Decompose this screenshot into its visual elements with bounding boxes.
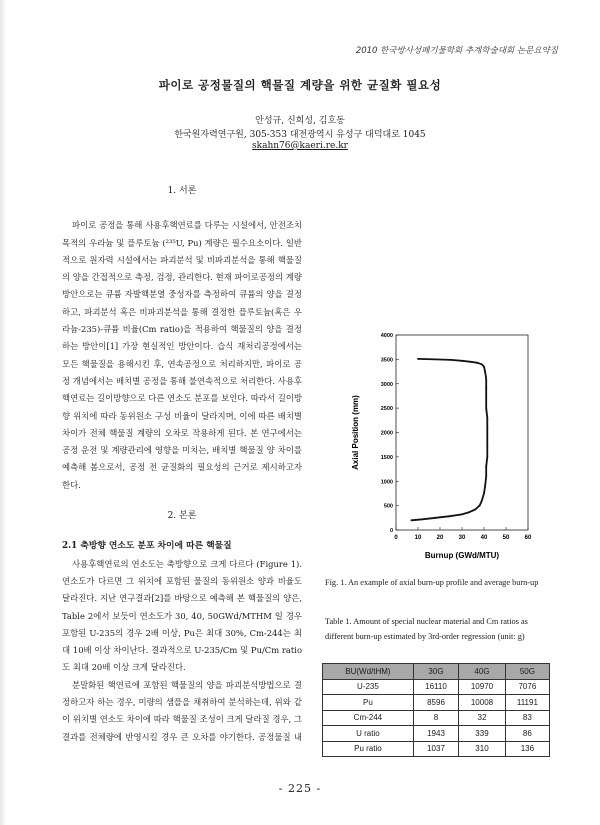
- burnup-data-point: [450, 359, 452, 361]
- burnup-data-point: [417, 358, 419, 360]
- burnup-data-point: [486, 456, 488, 458]
- table-cell: 1943: [413, 726, 458, 742]
- y-tick-label: 1500: [380, 454, 393, 461]
- burnup-data-point: [483, 366, 485, 368]
- burnup-data-point: [484, 485, 486, 487]
- burnup-data-point: [485, 466, 487, 468]
- x-tick-label: 60: [524, 535, 532, 541]
- y-tick-label: 500: [383, 503, 393, 510]
- burnup-profile-line: [411, 359, 487, 520]
- table-header-row: [323, 664, 550, 680]
- table-cell: 86: [505, 726, 549, 742]
- burnup-data-point: [422, 518, 424, 520]
- table-row: [323, 741, 550, 757]
- table-cell: Cm-244: [323, 710, 414, 726]
- body-paragraph-2: 분말화된 핵연료에 포함된 핵물질의 양을 파괴분석방법으로 결정하고자 하는 경우, 미량의 샘플을 채취하여 분석하는데, 위와 같이 위치별 연소도 차이에 따라 핵물질 조성이 크게 달라질 경우, 그 결과를 전체량에 반영시킬 경우 큰 오차를 야기한다. 공정물질 내: [62, 679, 302, 742]
- burnup-data-point: [485, 378, 487, 380]
- body-paragraph-1: 사용후핵연료의 연소도는 축방향으로 크게 다르다 (Figure 1). 연소도가 다르면 그 위치에 포함된 물질의 동위원소 양과 비율도 달라진다. 지난 연구결과[2]를 바탕으로 예측해 본 핵물질의 양은, Table 2에서 보듯이 연소도가 30, 40, 50GWd/MTHM 일 경우 포함된 U-235의 경우 2배 이상, Pu은 최대 30%, Cm-244는 최대 10배 이상 차이난다. 결과적으로 U-235/Cm 및 Pu/Cm ratio도 최대 20배 이상 크게 달라진다.: [62, 558, 302, 673]
- burnup-data-point: [485, 475, 487, 477]
- burnup-data-point: [435, 358, 437, 360]
- table-caption: Table 1. Amount of special nuclear material and Cm ratios as different burn-up estimated by 3rd-order regression (unit: g): [325, 617, 528, 641]
- paper-affiliation: 한국원자력연구원, 305-353 대전광역시 유성구 대덕대로 1045: [174, 130, 426, 140]
- page-number: - 225 -: [278, 782, 322, 795]
- burnup-data-point: [485, 407, 487, 409]
- table-header-cell: 30G: [413, 664, 458, 680]
- burnup-data-point: [468, 512, 470, 514]
- table-cell: 32: [459, 710, 506, 726]
- x-tick-label: 30: [458, 535, 466, 541]
- author-email[interactable]: skahn76@kaeri.re.kr: [252, 141, 348, 151]
- table-row: [323, 695, 550, 711]
- table-cell: 7076: [505, 679, 549, 695]
- table-cell: 10008: [459, 695, 506, 711]
- table-header-cell: 40G: [459, 664, 506, 680]
- table-cell: 8596: [413, 695, 458, 711]
- burnup-data-point: [461, 514, 463, 516]
- y-tick-label: 2500: [380, 406, 393, 413]
- x-tick-label: 50: [502, 535, 510, 541]
- figure-caption: Fig. 1. An example of axial burn-up profile and average burn-up: [325, 578, 539, 587]
- burnup-data-point: [483, 493, 485, 495]
- burnup-data-point: [477, 362, 479, 364]
- burnup-data-point: [461, 360, 463, 362]
- table-cell: 1037: [413, 741, 458, 757]
- y-tick-label: 3000: [380, 381, 393, 388]
- burnup-data-point: [486, 446, 488, 448]
- burnup-data-point: [485, 397, 487, 399]
- intro-paragraph: 파이로 공정을 통해 사용후핵연료를 다루는 시설에서, 안전조치 목적의 우라늄 및 플루토늄 (²³⁵U, Pu) 계량은 필수요소이다. 일반적으로 원자력 시설에서는 파괴분석 및 비파괴분석을 통해 핵물질의 양을 간접적으로 측정, 검정, 관리한다. 현재 파이로공정의 계량 방안으로는 큐륨 자발핵분열 중성자를 측정하여 큐륨의 양을 결정하고, 파괴분석 혹은 비파괴분석을 통해 결정한 플루토늄(혹은 우라늄-235)-큐륨 비율(Cm ratio)을 적용하여 핵물질의 양을 결정하는 방안이[1] 가장 현실적인 방안이다. 습식 재처리공정에서는 모든 핵물질을 용해시킨 후, 연속공정으로 처리하지만, 파이로 공정 개념에서는 배치별 공정을 통해 불연속적으로 처리한다. 사용후핵연료는 길이방향으로 다른 연소도 분포를 보인다. 따라서 길이방향 위치에 따라 동위원소 구성 비율이 달라지며, 이에 따른 배치별 차이가 전체 핵물질 계량의 오차로 작용하게 된다. 본 연구에서는 공정 운전 및 계량관리에 영향을 미치는, 배치별 핵물질 양 차이를 예측해 봄으로서, 공정 전 균질화의 필요성의 근거로 제시하고자 한다.: [62, 220, 302, 490]
- burnup-data-point: [411, 519, 413, 521]
- table-cell: 10970: [459, 679, 506, 695]
- burnup-data-point: [486, 417, 488, 419]
- left-column: [62, 183, 302, 749]
- table-cell: U-235: [323, 679, 414, 695]
- table-cell: 8: [413, 710, 458, 726]
- burnup-data-point: [448, 515, 450, 517]
- burnup-data-point: [481, 500, 483, 502]
- table-cell: 11191: [505, 695, 549, 711]
- x-tick-label: 20: [436, 535, 444, 541]
- burnup-data-point: [481, 363, 483, 365]
- burnup-data-point: [486, 436, 488, 438]
- table-row: [323, 726, 550, 742]
- y-tick-label: 4000: [380, 333, 393, 339]
- table-cell: 83: [505, 710, 549, 726]
- table-cell: 339: [459, 726, 506, 742]
- burnup-data-point: [435, 517, 437, 519]
- subsection-heading: 2.1 축방향 연소도 분포 차이에 따른 핵물질: [62, 541, 232, 552]
- x-tick-label: 0: [394, 535, 398, 541]
- x-axis-label: Burnup (GWd/MTU): [424, 551, 500, 560]
- conference-header: 2010 한국방사성폐기물학회 추계학술대회 논문요약집: [355, 46, 558, 56]
- table-row: [323, 679, 550, 695]
- table-header-cell: 50G: [505, 664, 549, 680]
- burnup-data-point: [470, 361, 472, 363]
- burnup-data-point: [479, 505, 481, 507]
- burnup-chart: [338, 325, 548, 570]
- burnup-data-point: [474, 509, 476, 511]
- table-cell: 16110: [413, 679, 458, 695]
- y-tick-label: 2000: [380, 430, 393, 437]
- x-tick-label: 10: [414, 535, 422, 541]
- body-heading: 2. 본론: [167, 511, 197, 522]
- y-axis-label: Axial Position (mm): [351, 395, 360, 470]
- paper-title: 파이로 공정물질의 핵물질 계량을 위한 균질화 필요성: [158, 78, 442, 92]
- burnup-data-point: [484, 371, 486, 373]
- table-cell: Pu ratio: [323, 741, 414, 757]
- y-tick-label: 3500: [380, 357, 393, 364]
- paper-authors: 안성규, 신희성, 김호동: [255, 116, 345, 126]
- table-cell: 136: [505, 741, 549, 757]
- table-cell: 310: [459, 741, 506, 757]
- table-header-cell: BU(Wd/tHM): [323, 664, 414, 680]
- y-tick-label: 1000: [380, 479, 393, 486]
- y-tick-label: 0: [389, 528, 393, 534]
- x-tick-label: 40: [480, 535, 488, 541]
- table-cell: Pu: [323, 695, 414, 711]
- burnup-data-point: [486, 427, 488, 429]
- table-cell: U ratio: [323, 726, 414, 742]
- nuclear-material-table: [322, 663, 550, 757]
- plot-frame: [396, 335, 528, 530]
- intro-heading: 1. 서론: [167, 186, 197, 196]
- table-row: [323, 710, 550, 726]
- burnup-figure: [338, 325, 548, 570]
- burnup-data-point: [485, 388, 487, 390]
